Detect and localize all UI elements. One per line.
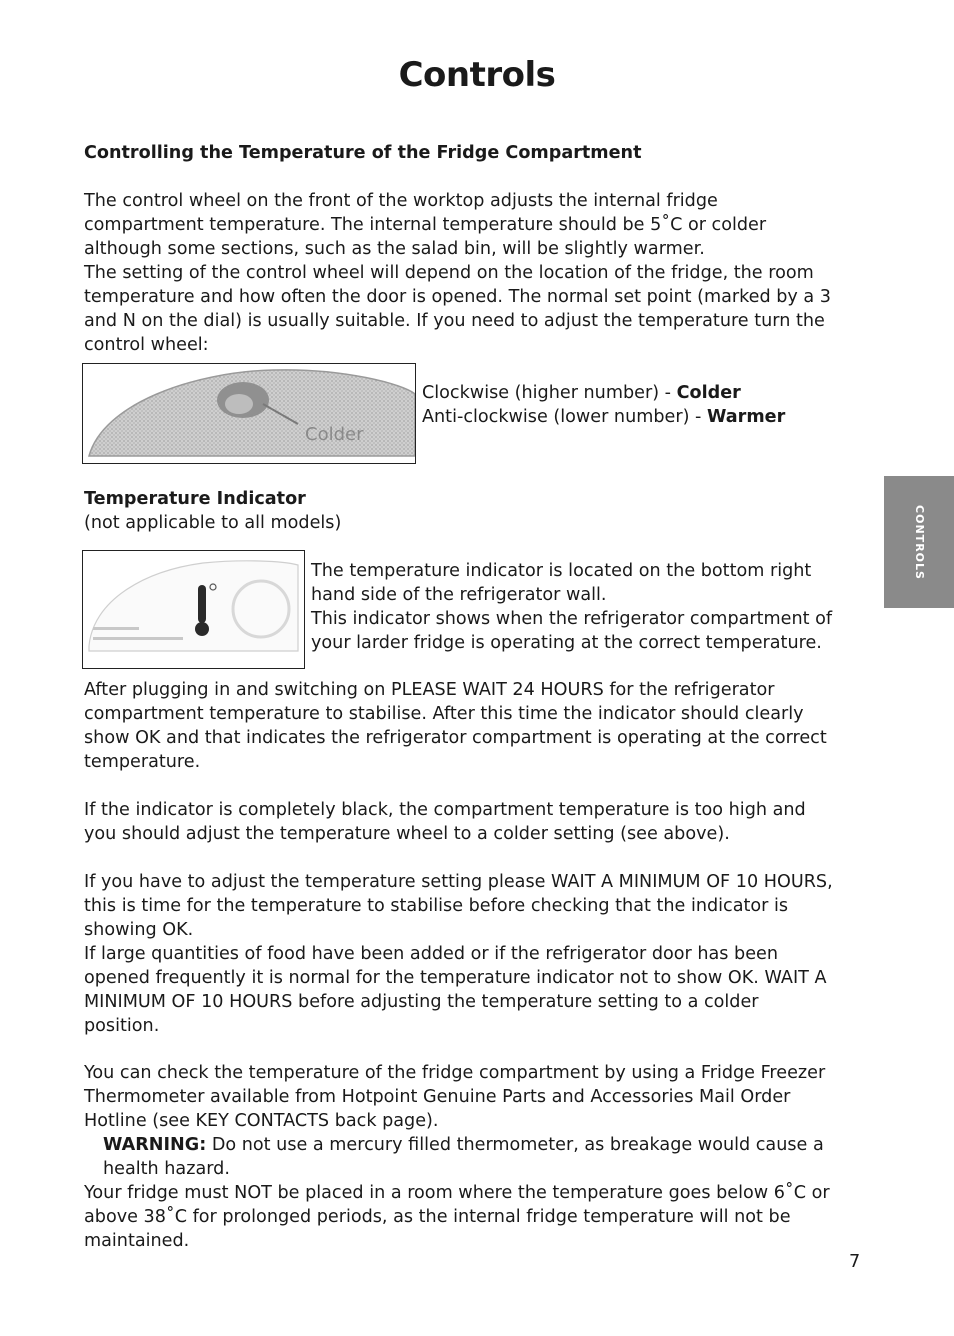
paragraph-wait-24-hours bbox=[84, 678, 874, 774]
side-tab-label: CONTROLS bbox=[912, 504, 926, 580]
warning-line: health hazard. bbox=[103, 1159, 230, 1179]
intro-line: although some sections, such as the salad bin, will be slightly warmer. bbox=[84, 239, 705, 259]
paragraph-line: maintained. bbox=[84, 1231, 190, 1251]
dial-colder-label: Colder bbox=[305, 424, 364, 445]
intro-line: compartment temperature. The internal temperature should be 5˚C or colder bbox=[84, 215, 767, 235]
paragraph-line: If large quantities of food have been added or if the refrigerator door has been bbox=[84, 944, 779, 964]
intro-line: The control wheel on the front of the worktop adjusts the internal fridge bbox=[84, 191, 718, 211]
paragraph-line: show OK and that indicates the refrigerator compartment is operating at the correct bbox=[84, 728, 827, 748]
indicator-line: hand side of the refrigerator wall. bbox=[311, 585, 607, 605]
section-side-tab bbox=[884, 476, 954, 608]
paragraph-line: If the indicator is completely black, the compartment temperature is too high and bbox=[84, 800, 806, 820]
section-subheading: (not applicable to all models) bbox=[84, 513, 342, 533]
paragraph-line: Hotline (see KEY CONTACTS back page). bbox=[84, 1111, 439, 1131]
paragraph-line: If you have to adjust the temperature setting please WAIT A MINIMUM OF 10 HOURS, bbox=[84, 872, 833, 892]
control-wheel-illustration bbox=[83, 364, 415, 463]
intro-line: and N on the dial) is usually suitable. If you need to adjust the temperature turn the bbox=[84, 311, 825, 331]
intro-line: temperature and how often the door is opened. The normal set point (marked by a 3 bbox=[84, 287, 832, 307]
indicator-description bbox=[311, 559, 871, 655]
intro-line: The setting of the control wheel will depend on the location of the fridge, the room bbox=[84, 263, 814, 283]
indicator-line: The temperature indicator is located on the bottom right bbox=[311, 561, 812, 581]
intro-paragraph bbox=[84, 189, 874, 357]
paragraph-line: temperature. bbox=[84, 752, 201, 772]
clockwise-text: Clockwise (higher number) - bbox=[422, 383, 677, 403]
paragraph-line: position. bbox=[84, 1016, 160, 1036]
control-wheel-image bbox=[82, 363, 416, 464]
page-title: Controls bbox=[398, 55, 556, 95]
temperature-indicator-image bbox=[82, 550, 305, 669]
paragraph-line: Thermometer available from Hotpoint Genuine Parts and Accessories Mail Order bbox=[84, 1087, 791, 1107]
paragraph-line: MINIMUM OF 10 HOURS before adjusting the temperature setting to a colder bbox=[84, 992, 759, 1012]
paragraph-line: compartment temperature to stabilise. After this time the indicator should clearly bbox=[84, 704, 804, 724]
clockwise-line bbox=[422, 381, 842, 405]
paragraph-line: opened frequently it is normal for the temperature indicator not to show OK. WAIT A bbox=[84, 968, 827, 988]
indicator-line: This indicator shows when the refrigerator compartment of bbox=[311, 609, 833, 629]
section-heading-temperature-indicator: Temperature Indicator bbox=[84, 489, 306, 509]
paragraph-line: you should adjust the temperature wheel to a colder setting (see above). bbox=[84, 824, 730, 844]
section-heading-fridge-temperature: Controlling the Temperature of the Fridge Compartment bbox=[84, 143, 642, 163]
paragraph-line: showing OK. bbox=[84, 920, 194, 940]
warning-text: Do not use a mercury filled thermometer, as breakage would cause a bbox=[206, 1135, 824, 1155]
anticlockwise-line bbox=[422, 405, 842, 429]
paragraph-line: After plugging in and switching on PLEASE WAIT 24 HOURS for the refrigerator bbox=[84, 680, 775, 700]
warning-line bbox=[84, 1133, 874, 1157]
intro-line: control wheel: bbox=[84, 335, 209, 355]
warning-label: WARNING: bbox=[103, 1135, 207, 1155]
clockwise-colder: Colder bbox=[676, 383, 741, 403]
paragraph-thermometer bbox=[84, 1061, 874, 1253]
anticlockwise-warmer: Warmer bbox=[707, 407, 786, 427]
page-number: 7 bbox=[849, 1252, 861, 1272]
indicator-line: your larder fridge is operating at the correct temperature. bbox=[311, 633, 822, 653]
paragraph-wait-10-hours bbox=[84, 870, 874, 1038]
paragraph-line: Your fridge must NOT be placed in a room where the temperature goes below 6˚C or bbox=[84, 1183, 830, 1203]
paragraph-line: You can check the temperature of the fridge compartment by using a Fridge Freezer bbox=[84, 1063, 826, 1083]
paragraph-indicator-black bbox=[84, 798, 874, 846]
dial-direction-text bbox=[422, 381, 842, 429]
thermometer-icon bbox=[198, 585, 206, 623]
anticlockwise-text: Anti-clockwise (lower number) - bbox=[422, 407, 707, 427]
temperature-indicator-illustration bbox=[83, 551, 304, 668]
paragraph-line: above 38˚C for prolonged periods, as the internal fridge temperature will not be bbox=[84, 1207, 791, 1227]
paragraph-line: this is time for the temperature to stabilise before checking that the indicator is bbox=[84, 896, 789, 916]
